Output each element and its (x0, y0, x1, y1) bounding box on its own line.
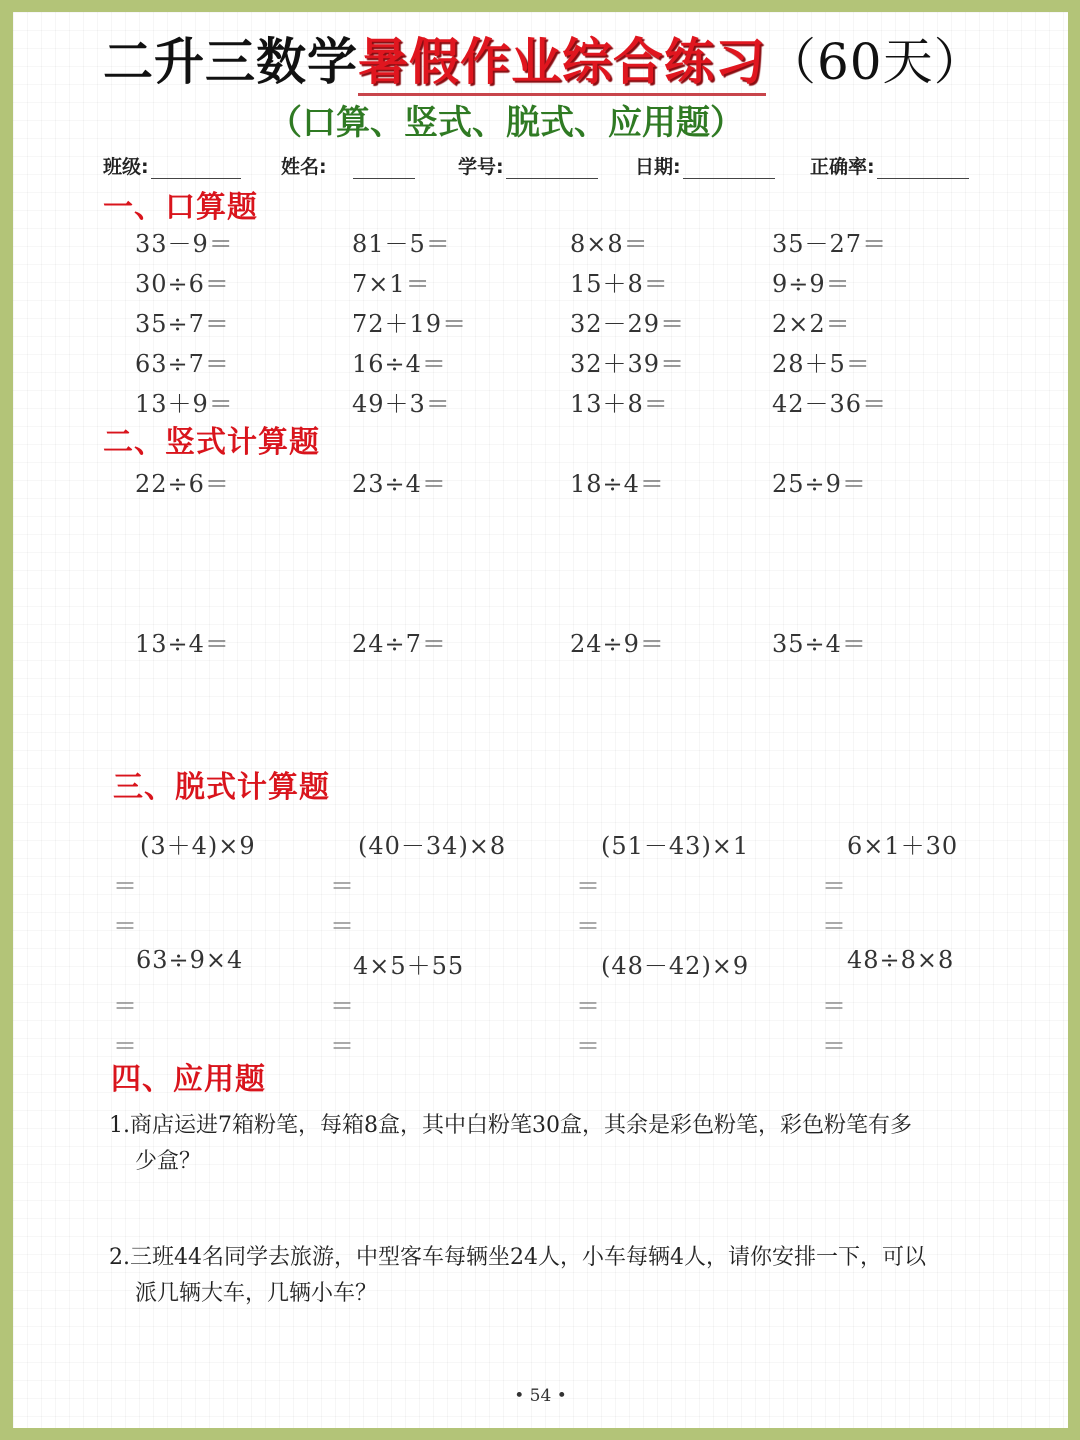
section-title-vertical-calc: 二、竖式计算题 (103, 425, 320, 460)
field-blank[interactable] (353, 156, 415, 179)
field-label: 班级: (103, 156, 149, 178)
field-name[interactable] (281, 152, 415, 179)
equals-sign: ＝ (330, 1032, 354, 1060)
field-blank[interactable] (506, 156, 598, 179)
problem: 72＋19＝ (352, 310, 468, 338)
problem: 32＋39＝ (570, 350, 686, 378)
equals-sign: ＝ (330, 872, 354, 900)
equals-sign: ＝ (576, 912, 600, 940)
page-title (103, 32, 985, 92)
word-problem-line: 2.三班44名同学去旅游，中型客车每辆坐24人，小车每辆4人，请你安排一下，可以 (109, 1245, 926, 1270)
problem: 13÷4＝ (135, 630, 230, 658)
problem: 32－29＝ (570, 310, 686, 338)
field-label: 正确率: (810, 156, 875, 178)
word-problem-line: 1.商店运进7箱粉笔，每箱8盒，其中白粉笔30盒，其余是彩色粉笔，彩色粉笔有多 (109, 1113, 912, 1138)
equals-sign: ＝ (113, 992, 137, 1020)
field-blank[interactable] (151, 156, 241, 179)
page-number: • 54 • (514, 1386, 567, 1406)
equals-sign: ＝ (330, 992, 354, 1020)
word-problem-line: 派几辆大车，几辆小车？ (135, 1281, 378, 1306)
problem: 35÷7＝ (135, 310, 230, 338)
section-title-mental-math: 一、口算题 (103, 190, 258, 225)
field-label: 日期: (635, 156, 681, 178)
problem: 7×1＝ (352, 270, 431, 298)
problem: 2×2＝ (772, 310, 851, 338)
section-title-step-calc: 三、脱式计算题 (113, 770, 330, 805)
worksheet-page (13, 12, 1068, 1428)
problem: 48÷8×8 (847, 946, 955, 974)
problem: 6×1＋30 (847, 832, 959, 860)
problem: 30÷6＝ (135, 270, 230, 298)
field-blank[interactable] (877, 156, 969, 179)
problem: 35÷4＝ (772, 630, 867, 658)
title-prefix: 二升三数学 (103, 32, 358, 91)
equals-sign: ＝ (113, 1032, 137, 1060)
problem: 42－36＝ (772, 390, 888, 418)
problem: 63÷9×4 (136, 946, 244, 974)
problem: 8×8＝ (570, 230, 649, 258)
equals-sign: ＝ (822, 1032, 846, 1060)
field-class[interactable] (103, 152, 241, 179)
problem: 23÷4＝ (352, 470, 447, 498)
field-date[interactable] (635, 152, 775, 179)
problem: (51－43)×1 (601, 832, 750, 860)
title-highlight: 暑假作业综合练习 (358, 32, 766, 96)
equals-sign: ＝ (822, 912, 846, 940)
problem: 16÷4＝ (352, 350, 447, 378)
problem: 49＋3＝ (352, 390, 451, 418)
equals-sign: ＝ (822, 872, 846, 900)
equals-sign: ＝ (576, 1032, 600, 1060)
problem: 25÷9＝ (772, 470, 867, 498)
equals-sign: ＝ (113, 912, 137, 940)
equals-sign: ＝ (576, 872, 600, 900)
equals-sign: ＝ (113, 872, 137, 900)
problem: 9÷9＝ (772, 270, 851, 298)
field-accuracy[interactable] (810, 152, 969, 179)
word-problem-2 (109, 1240, 1029, 1312)
problem: 22÷6＝ (135, 470, 230, 498)
problem: 18÷4＝ (570, 470, 665, 498)
field-label: 姓名: (281, 156, 327, 178)
equals-sign: ＝ (822, 992, 846, 1020)
problem: 24÷7＝ (352, 630, 447, 658)
problem: 4×5＋55 (353, 952, 465, 980)
section-title-word-problems: 四、应用题 (111, 1062, 266, 1097)
page-subtitle: （口算、竖式、脱式、应用题） (268, 103, 744, 143)
problem: 33－9＝ (135, 230, 234, 258)
word-problem-line: 少盒？ (135, 1149, 202, 1174)
word-problem-1 (109, 1108, 1029, 1180)
title-suffix: （60天） (766, 33, 985, 91)
field-blank[interactable] (683, 156, 775, 179)
problem: 13＋9＝ (135, 390, 234, 418)
field-label: 学号: (458, 156, 504, 178)
problem: (40－34)×8 (358, 832, 507, 860)
field-student-id[interactable] (458, 152, 598, 179)
equals-sign: ＝ (330, 912, 354, 940)
equals-sign: ＝ (576, 992, 600, 1020)
problem: 24÷9＝ (570, 630, 665, 658)
problem: 28＋5＝ (772, 350, 871, 378)
problem: (3＋4)×9 (140, 832, 256, 860)
problem: 63÷7＝ (135, 350, 230, 378)
problem: 81－5＝ (352, 230, 451, 258)
problem: 13＋8＝ (570, 390, 669, 418)
problem: (48－42)×9 (601, 952, 750, 980)
problem: 35－27＝ (772, 230, 888, 258)
problem: 15＋8＝ (570, 270, 669, 298)
